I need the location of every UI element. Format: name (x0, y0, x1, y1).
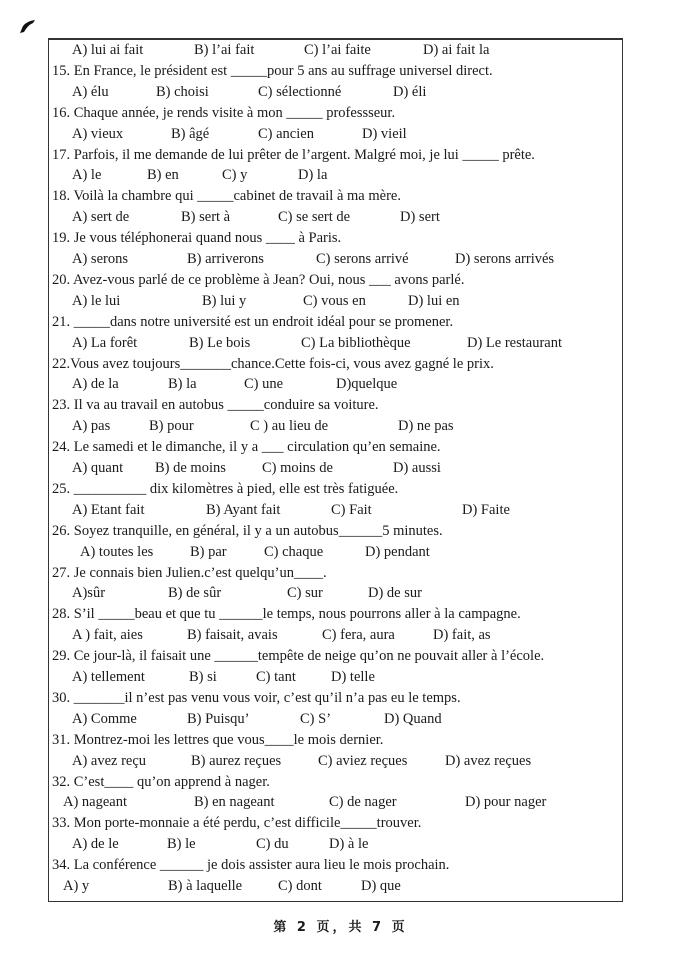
answer-option: C) une (244, 376, 284, 393)
question-text: 29. Ce jour-là, il faisait une ______tempête de neige qu’on ne pouvait aller à l’école. (52, 648, 545, 665)
answer-option: C) Fait (331, 501, 372, 518)
answer-option: D) ai fait la (423, 42, 490, 58)
question-text: 15. En France, le président est _____pour 5 ans au suffrage universel direct. (52, 62, 493, 79)
answer-options (0, 124, 681, 145)
answer-option: C) chaque (264, 543, 324, 560)
answer-option: A) vieux (72, 125, 124, 142)
answer-option: A) Etant fait (72, 501, 145, 518)
question-text: 33. Mon porte-monnaie a été perdu, c’est difficile_____trouver. (52, 815, 422, 832)
answer-option: B) le (167, 836, 196, 853)
question-text: 16. Chaque année, je rends visite à mon _____ professseur. (52, 104, 396, 121)
answer-option: A) lui ai fait (72, 42, 144, 58)
answer-option: D) vieil (362, 125, 407, 142)
question-text: 18. Voilà la chambre qui _____cabinet de travail à ma mère. (52, 188, 401, 205)
answer-option: D) fait, as (433, 627, 491, 644)
question-text: 32. C’est____ qu’on apprend à nager. (52, 773, 270, 790)
answer-options (0, 583, 681, 604)
answer-option: A)sûr (72, 585, 106, 602)
question-text: 27. Je connais bien Julien.c’est quelqu’un____. (52, 564, 327, 581)
answer-option: D) que (361, 878, 401, 894)
question-text: 22.Vous avez toujours_______chance.Cette fois-ci, vous avez gagné le prix. (52, 355, 494, 372)
answer-option: C) l’ai faite (304, 42, 371, 58)
answer-option: C) se sert de (278, 209, 351, 226)
answer-option: A) de le (72, 836, 119, 853)
answer-option: B) lui y (202, 292, 247, 309)
answer-option: D) éli (393, 83, 427, 100)
answer-option: B) choisi (156, 83, 209, 100)
question-text: 34. La conférence ______ je dois assister aura lieu le mois prochain. (52, 857, 450, 874)
question-text: 20. Avez-vous parlé de ce problème à Jean? Oui, nous ___ avons parlé. (52, 271, 465, 288)
answer-option: A) avez reçu (72, 752, 147, 769)
answer-option: D) aussi (393, 460, 441, 476)
answer-option: A) sert de (72, 209, 130, 226)
answer-option: A) pas (72, 418, 111, 435)
answer-options (0, 291, 681, 312)
answer-options (0, 165, 681, 186)
question-text: 30. _______il n’est pas venu vous voir, c’est qu’il n’a pas eu le temps. (52, 689, 461, 706)
answer-option: C) de nager (329, 794, 397, 811)
corner-mark-icon (19, 20, 35, 33)
answer-option: A) serons (72, 251, 128, 267)
answer-option: B) la (168, 376, 197, 393)
answer-option: B) en (147, 167, 179, 184)
answer-options (0, 542, 681, 563)
answer-option: D) la (298, 167, 328, 184)
answer-option: C) fera, aura (322, 627, 395, 644)
answer-option: B) Ayant fait (206, 501, 281, 518)
answer-option: D) Quand (384, 710, 442, 727)
answer-option: A) tellement (72, 669, 145, 685)
answer-option: B) par (190, 543, 227, 560)
answer-options (0, 834, 681, 855)
answer-option: C) sélectionné (258, 83, 342, 100)
answer-option: B) Le bois (189, 334, 251, 351)
question-text: 26. Soyez tranquille, en général, il y a un autobus______5 minutes. (52, 522, 443, 539)
question-text: 23. Il va au travail en autobus _____conduire sa voiture. (52, 397, 379, 414)
answer-option: C) ancien (258, 125, 314, 142)
question-text: 17. Parfois, il me demande de lui prêter de l’argent. Malgré moi, je lui _____ prête. (52, 146, 535, 163)
answer-option: B) si (189, 669, 217, 685)
answer-option: D) serons arrivés (455, 251, 555, 267)
answer-option: C) vous en (303, 292, 366, 309)
answer-option: A) quant (72, 460, 124, 476)
answer-option: B) de sûr (168, 585, 222, 602)
answer-option: A) de la (72, 376, 119, 393)
answer-option: C) La bibliothèque (301, 334, 411, 351)
answer-option: B) sert à (181, 209, 231, 226)
question-text: 25. __________ dix kilomètres à pied, elle est très fatiguée. (52, 480, 399, 497)
answer-options (0, 333, 681, 354)
answer-option: C) tant (256, 669, 296, 685)
answer-options (0, 374, 681, 395)
answer-option: C) S’ (300, 710, 332, 727)
answer-option: D) pendant (365, 543, 430, 560)
answer-options (0, 500, 681, 521)
answer-option: C) du (256, 836, 289, 853)
answer-option: B) pour (149, 418, 194, 435)
answer-option: C) sur (287, 585, 323, 602)
answer-option: D) à le (329, 836, 369, 853)
answer-option: B) l’ai fait (194, 42, 255, 58)
answer-options (0, 709, 681, 730)
answer-option: B) Puisqu’ (187, 710, 250, 727)
answer-option: A) le lui (72, 292, 121, 309)
answer-option: B) âgé (171, 125, 210, 142)
answer-options (0, 207, 681, 228)
answer-option: A) y (63, 878, 90, 894)
answer-option: A ) fait, aies (72, 627, 143, 644)
answer-option: D) Le restaurant (467, 334, 563, 351)
page-number: 第 2 页，共 7 页 (273, 920, 408, 935)
answer-option: C) aviez reçues (318, 752, 408, 769)
answer-options (0, 751, 681, 772)
answer-option: D) pour nager (465, 794, 547, 811)
answer-option: A) Comme (72, 710, 137, 727)
answer-option: B) aurez reçues (191, 752, 282, 769)
answer-option: C) moins de (262, 460, 333, 476)
answer-option: D) telle (331, 669, 375, 685)
answer-option: B) à laquelle (168, 878, 243, 894)
answer-options (0, 625, 681, 646)
answer-option: A) La forêt (72, 334, 138, 351)
answer-options (0, 792, 681, 813)
answer-options (0, 876, 681, 897)
answer-option: B) de moins (155, 460, 226, 476)
answer-options (0, 82, 681, 103)
question-text: 24. Le samedi et le dimanche, il y a ___ circulation qu’en semaine. (52, 439, 441, 456)
answer-option: A) le (72, 167, 102, 184)
answer-option: C ) au lieu de (250, 418, 329, 435)
answer-option: D) Faite (462, 501, 510, 518)
answer-option: B) faisait, avais (187, 627, 278, 644)
question-text: 21. _____dans notre université est un endroit idéal pour se promener. (52, 313, 454, 330)
answer-options (0, 667, 681, 688)
question-text: 28. S’il _____beau et que tu ______le temps, nous pourrons aller à la campagne. (52, 606, 521, 623)
answer-options (0, 249, 681, 270)
answer-option: D) lui en (408, 292, 460, 309)
answer-option: D) avez reçues (445, 752, 532, 769)
answer-option: D) sert (400, 209, 440, 226)
answer-options (0, 40, 681, 61)
answer-options (0, 416, 681, 437)
answer-option: D)quelque (336, 376, 398, 393)
answer-option: A) nageant (63, 794, 128, 811)
answer-option: B) en nageant (194, 794, 275, 811)
question-text: 19. Je vous téléphonerai quand nous ____ à Paris. (52, 230, 342, 247)
answer-option: C) dont (278, 878, 322, 894)
answer-option: C) y (222, 167, 248, 184)
answer-option: D) de sur (368, 585, 422, 602)
question-text: 31. Montrez-moi les lettres que vous____le mois dernier. (52, 731, 384, 748)
answer-option: B) arriverons (187, 251, 264, 267)
answer-option: C) serons arrivé (316, 251, 409, 267)
answer-options (0, 458, 681, 479)
answer-option: A) élu (72, 83, 109, 100)
answer-option: D) ne pas (398, 418, 454, 435)
answer-option: A) toutes les (80, 543, 154, 560)
